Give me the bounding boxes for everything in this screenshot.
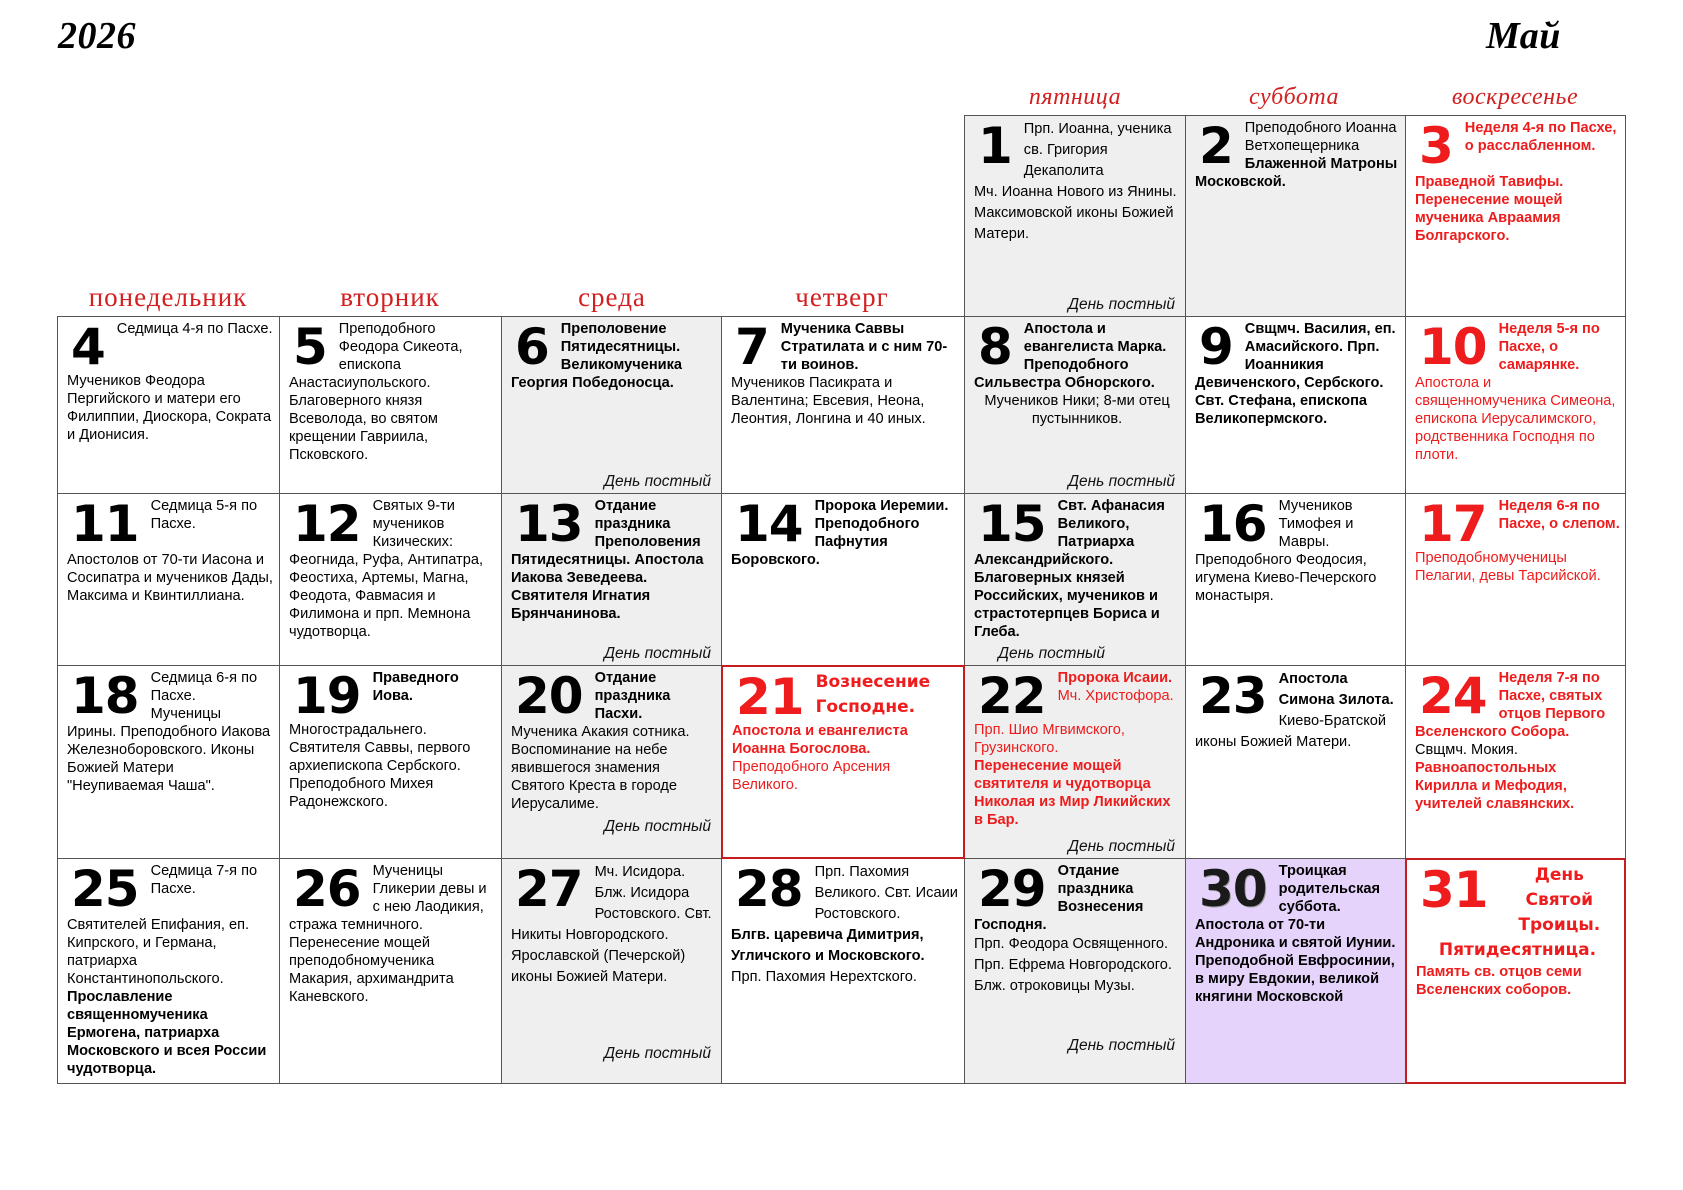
fast-day-label: День постный xyxy=(604,473,711,490)
day-text: Мч. Христофора. xyxy=(1057,688,1174,704)
day-number: 7 xyxy=(735,318,769,376)
day-number: 9 xyxy=(1199,318,1233,376)
day-text: Мучеников Пасикрата и Валентина; Евсевия, Неона, Леонтия, Лонгина и 40 иных. xyxy=(731,375,926,427)
day-number: 19 xyxy=(293,667,361,725)
day-text: Отдание праздника Пасхи. xyxy=(594,670,671,722)
day-number: 18 xyxy=(71,667,139,725)
day-text: Мучеников Тимофея и Мавры. xyxy=(1278,498,1354,550)
day-text: Праведной Тавифы. Перенесение мощей мученика Авраамия Болгарского. xyxy=(1415,174,1564,244)
day-cell-3[interactable] xyxy=(1405,115,1626,317)
day-cell-28[interactable] xyxy=(721,858,965,1084)
day-number: 11 xyxy=(71,495,139,553)
day-text: Апостола и евангелиста Марка. Преподобного Сильвестра Обнорского. xyxy=(974,321,1167,391)
day-number: 24 xyxy=(1419,667,1487,725)
day-text: Апостола Симона Зилота. xyxy=(1278,671,1394,708)
day-text: Блаженной Матроны Московской. xyxy=(1195,156,1398,190)
fast-day-label: День постный xyxy=(1068,473,1175,490)
weekday-header-tuesday: вторник xyxy=(340,282,440,312)
day-number: 6 xyxy=(515,318,549,376)
day-text: Неделя 6-я по Пасхе, о слепом. xyxy=(1498,498,1620,532)
day-text: Мученика Акакия сотника. Воспоминание на небе явившегося знамения Святого Креста в городе Иерусалиме. xyxy=(511,724,690,812)
day-text: Равноапостольных Кирилла и Мефодия, учителей славянских. xyxy=(1415,760,1575,812)
day-text: Свт. Афанасия Великого, Патриарха Александрийского. Благоверных князей Российских, мучеников и страстотерпцев Бориса и Глеба. xyxy=(974,498,1165,640)
day-cell-27[interactable] xyxy=(501,858,722,1084)
day-number: 23 xyxy=(1199,667,1267,725)
day-cell-14[interactable] xyxy=(721,493,965,666)
day-number: 10 xyxy=(1419,318,1487,376)
day-number: 26 xyxy=(293,860,361,918)
day-number: 29 xyxy=(978,860,1046,918)
day-cell-6[interactable] xyxy=(501,316,722,494)
day-text: Неделя 7-я по Пасхе, святых отцов Первого Вселенского Собора. xyxy=(1415,670,1606,740)
day-text: Преподобномученицы Пелагии, девы Тарсийской. xyxy=(1415,550,1601,584)
day-number: 14 xyxy=(735,495,803,553)
weekday-header-sunday: воскресенье xyxy=(1451,84,1579,110)
day-text: Неделя 4-я по Пасхе, о расслабленном. xyxy=(1464,120,1617,154)
day-number: 5 xyxy=(293,318,327,376)
day-text: Прп. Феодора Освященного. Прп. Ефрема Новгородского. Блж. отроковицы Музы. xyxy=(974,936,1172,994)
day-cell-24[interactable] xyxy=(1405,665,1626,859)
fast-day-label: День постный xyxy=(604,1045,711,1062)
day-number: 16 xyxy=(1199,495,1267,553)
day-text: Седмица 6-я по Пасхе. xyxy=(150,670,258,704)
day-cell-11[interactable] xyxy=(57,493,280,666)
day-text: Отдание праздника Вознесения Господня. xyxy=(974,863,1144,933)
weekday-header-saturday: суббота xyxy=(1248,84,1340,110)
day-text: Святых 9-ти мучеников Кизических: Феогнида, Руфа, Антипатра, Феостиха, Артемы, Магна, Феодота, Фавмасия и Филимона и прп. Мемнона чудотворца. xyxy=(289,498,484,640)
day-text: Память св. отцов семи Вселенских соборов. xyxy=(1416,964,1582,998)
weekday-header-wednesday: среда xyxy=(578,282,646,312)
day-cell-16[interactable] xyxy=(1185,493,1406,666)
day-number: 2 xyxy=(1199,117,1233,175)
day-number: 20 xyxy=(515,667,583,725)
day-cell-10[interactable] xyxy=(1405,316,1626,494)
day-text: Пророка Иеремии. Преподобного Пафнутия Боровского. xyxy=(731,498,949,568)
day-number: 12 xyxy=(293,495,361,553)
day-text: Седмица 4-я по Пасхе. xyxy=(116,321,273,337)
day-text: Свщмч. Василия, еп. Амасийского. Прп. Иоанникия Девиченского, Сербского. Свт. Стефана, епископа Великопермского. xyxy=(1195,321,1396,427)
day-cell-25[interactable] xyxy=(57,858,280,1084)
day-cell-15[interactable] xyxy=(964,493,1186,666)
day-cell-20[interactable] xyxy=(501,665,722,859)
day-text: Пророка Исаии. xyxy=(1057,670,1173,686)
day-cell-21[interactable] xyxy=(721,665,965,859)
day-cell-2[interactable] xyxy=(1185,115,1406,317)
day-text: Преподобного Иоанна Ветхопещерника xyxy=(1244,120,1397,154)
day-text: Мученицы Ирины. Преподобного Иакова Железноборовского. Иконы Божией Матери "Неупиваемая Чаша". xyxy=(67,706,271,794)
day-number: 8 xyxy=(978,318,1012,376)
day-number: 3 xyxy=(1419,117,1453,175)
fast-day-label: День постный xyxy=(1068,296,1175,313)
day-number: 31 xyxy=(1420,861,1488,919)
fast-day-label: День постный xyxy=(1068,1037,1175,1054)
day-text: Мученика Саввы Стратилата и с ним 70-ти воинов. xyxy=(780,321,948,373)
day-number: 13 xyxy=(515,495,583,553)
weekday-header-thursday: четверг xyxy=(795,282,889,312)
day-text: Мучеников Феодора Пергийского и матери его Филиппии, Диоскора, Сократа и Дионисия. xyxy=(67,373,272,443)
day-text: Прп. Пахомия Нерехтского. xyxy=(731,969,917,985)
fast-day-label: День постный xyxy=(604,645,711,662)
day-text: Пятидесятница. xyxy=(1438,940,1597,960)
day-text: Преподобного Феодора Сикеота, епископа Анастасиупольского. Благоверного князя Всеволода, во святом крещении Гавриила, Псковского. xyxy=(289,321,463,463)
day-text: Прп. Шио Мгвимского, Грузинского. xyxy=(974,722,1125,756)
day-text: Апостола и евангелиста Иоанна Богослова. xyxy=(732,723,908,757)
day-text: Преподобного Арсения Великого. xyxy=(732,759,891,793)
fast-day-label: День постный xyxy=(998,645,1105,662)
day-cell-4[interactable] xyxy=(57,316,280,494)
day-text: Неделя 5-я по Пасхе, о самарянке. xyxy=(1498,321,1600,373)
day-number: 1 xyxy=(978,117,1012,175)
day-cell-12[interactable] xyxy=(279,493,502,666)
day-text: Прп. Иоанна, ученика св. Григория Декаполита xyxy=(1023,121,1172,179)
day-text: День Святой Троицы. xyxy=(1518,865,1601,935)
day-number: 17 xyxy=(1419,495,1487,553)
day-text: Апостола от 70-ти Андроника и святой Иунии. Преподобной Евфросинии, в миру Евдокии, великой княгини Московской xyxy=(1195,917,1396,1005)
day-cell-5[interactable] xyxy=(279,316,502,494)
year-title: 2026 xyxy=(58,15,136,57)
day-text: Мч. Иоанна Нового из Янины. xyxy=(974,184,1177,200)
day-text: Отдание праздника Преполовения Пятидесятницы. Апостола Иакова Зеведеева. Святителя Игнатия Брянчанинова. xyxy=(511,498,704,622)
day-number: 28 xyxy=(735,860,803,918)
day-text: Прп. Пахомия Великого. Свт. Исаии Ростовского. xyxy=(814,864,958,922)
day-text: Прославление священномученика Ермогена, патриарха Московского и всея России чудотворца. xyxy=(67,989,267,1077)
day-number: 27 xyxy=(515,860,583,918)
day-text: Апостола и священномученика Симеона, епископа Иерусалимского, родственника Господня по плоти. xyxy=(1415,375,1616,463)
day-text: Перенесение мощей святителя и чудотворца Николая из Мир Ликийских в Бар. xyxy=(974,758,1171,828)
day-number: 4 xyxy=(71,318,105,376)
day-number: 21 xyxy=(736,668,804,726)
day-text: Мучеников Ники; 8-ми отец пустынников. xyxy=(984,393,1170,427)
day-cell-19[interactable] xyxy=(279,665,502,859)
day-number: 30 xyxy=(1199,860,1267,918)
day-cell-7[interactable] xyxy=(721,316,965,494)
day-cell-30[interactable] xyxy=(1185,858,1406,1084)
day-number: 25 xyxy=(71,860,139,918)
day-text: Блгв. царевича Димитрия, Угличского и Московского. xyxy=(731,927,925,964)
day-text: Преполовение Пятидесятницы. Великомученика Георгия Победоносца. xyxy=(511,321,683,391)
day-text: Мч. Исидора. Блж. Исидора Ростовского. Свт. Никиты Новгородского. Ярославской (Печерской) иконы Божией Матери. xyxy=(511,864,712,985)
day-cell-29[interactable] xyxy=(964,858,1186,1084)
fast-day-label: День постный xyxy=(604,818,711,835)
day-cell-17[interactable] xyxy=(1405,493,1626,666)
day-cell-22[interactable] xyxy=(964,665,1186,859)
day-text: Праведного Иова. xyxy=(372,670,459,704)
day-text: Преподобного Феодосия, игумена Киево-Печерского монастыря. xyxy=(1195,552,1377,604)
day-text: Свщмч. Мокия. xyxy=(1415,742,1518,758)
day-cell-9[interactable] xyxy=(1185,316,1406,494)
day-text: Седмица 7-я по Пасхе. xyxy=(150,863,258,897)
day-cell-1[interactable] xyxy=(964,115,1186,317)
day-cell-8[interactable] xyxy=(964,316,1186,494)
month-title: Май xyxy=(1486,15,1561,57)
day-cell-23[interactable] xyxy=(1185,665,1406,859)
day-text: Святителей Епифания, еп. Кипрского, и Германа, патриарха Константинопольского. xyxy=(67,917,250,987)
day-number: 15 xyxy=(978,495,1046,553)
day-text: Мученицы Гликерии девы и с нею Лаодикия, стража темничного. Перенесение мощей преподобномученика Макария, архимандрита Каневского. xyxy=(289,863,487,1005)
day-text: Апостолов от 70-ти Иасона и Сосипатра и мучеников Дады, Максима и Квинтиллиана. xyxy=(67,552,273,604)
day-number: 22 xyxy=(978,667,1046,725)
day-cell-18[interactable] xyxy=(57,665,280,859)
weekday-header-monday: понедельник xyxy=(88,282,248,312)
day-text: Многострадальнего. Святителя Саввы, первого архиепископа Сербского. Преподобного Михея Радонежского. xyxy=(289,722,471,810)
fast-day-label: День постный xyxy=(1068,838,1175,855)
day-text: Максимовской иконы Божией Матери. xyxy=(974,205,1174,242)
day-cell-31[interactable] xyxy=(1405,858,1626,1084)
day-text: Вознесение Господне. xyxy=(815,672,931,717)
day-text: Киево-Братской иконы Божией Матери. xyxy=(1195,713,1387,750)
day-text: Троицкая родительская суббота. xyxy=(1278,863,1381,915)
day-cell-26[interactable] xyxy=(279,858,502,1084)
day-text: Седмица 5-я по Пасхе. xyxy=(150,498,258,532)
weekday-header-friday: пятница xyxy=(1028,84,1122,110)
day-cell-13[interactable] xyxy=(501,493,722,666)
